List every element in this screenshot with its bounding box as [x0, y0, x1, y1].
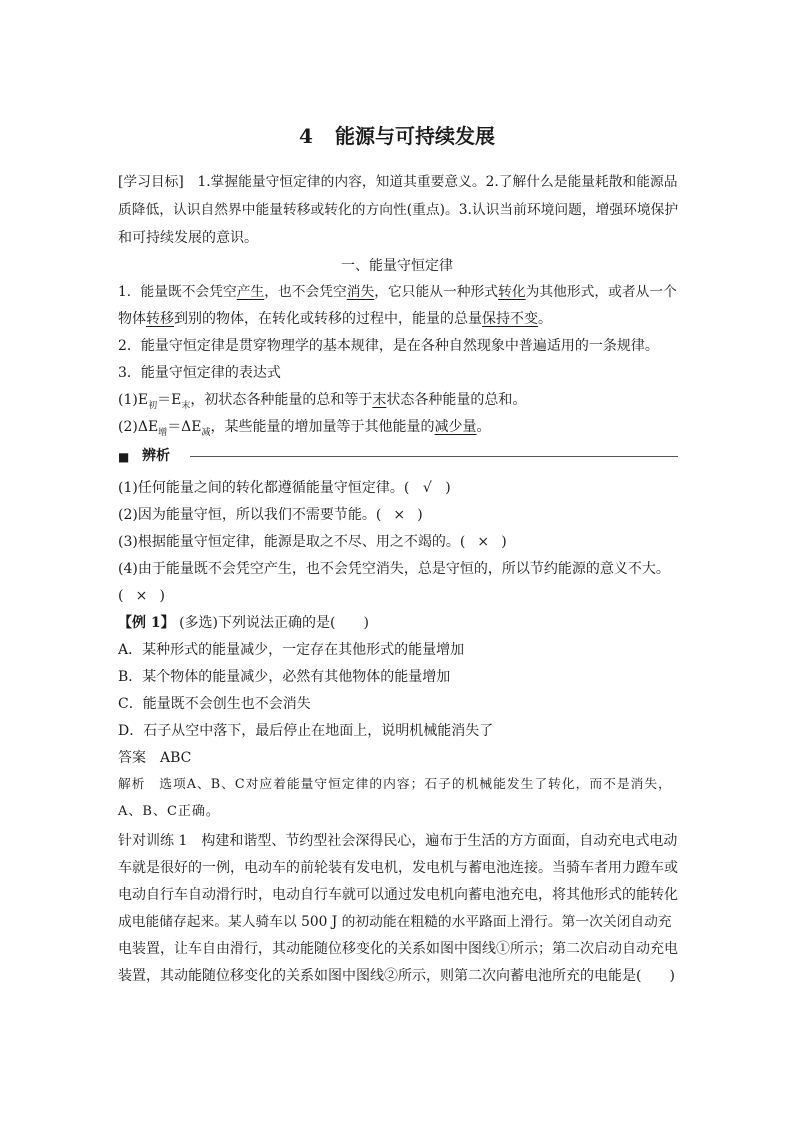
paren: (	[118, 588, 124, 604]
text-run: ＝ΔE	[167, 419, 202, 435]
explanation-line-2: A、B、C正确。	[118, 804, 220, 819]
key-term: 减少量	[434, 419, 477, 435]
text-run: 。	[538, 311, 552, 327]
analysis-item-4-mark	[118, 586, 678, 606]
key-term: 转移	[146, 311, 174, 327]
subscript: 增	[158, 427, 168, 438]
law-line-2	[118, 309, 678, 329]
training-line-3: 电动自行车自动滑行时，电动自行车就可以通过发电机向蓄电池充电，将其他形式的能转化	[118, 887, 678, 903]
key-term: 消失	[346, 284, 375, 300]
analysis-label: 辨析	[142, 448, 170, 464]
text-run: 物体	[118, 311, 146, 327]
training-line-2: 车就是很好的一例，电动车的前轮装有发电机，发电机与蓄电池连接。当骑车者用力蹬车或	[118, 860, 678, 876]
text-run: (1)E	[118, 392, 149, 408]
cross-icon: ×	[135, 588, 148, 604]
paren: )	[501, 534, 507, 550]
section-heading: 一、能量守恒定律	[341, 258, 453, 274]
subscript: 减	[201, 427, 211, 438]
bullet-icon: ■	[118, 450, 130, 464]
divider	[190, 456, 678, 457]
text-run: ，也不会凭空	[264, 284, 347, 300]
explanation-line-1: 解析 选项A、B、C对应着能量守恒定律的内容；石子的机械能发生了转化，而不是消失，	[118, 777, 672, 792]
text-run: ＝E	[157, 392, 182, 408]
objectives-line-2: 质降低，认识自然界中能量转移或转化的方向性(重点)。3.认识当前环境问题，增强环境保护	[118, 202, 679, 218]
paren: )	[445, 480, 451, 496]
text-run: 为其他形式，或者从一个	[525, 284, 677, 300]
text-run: ，初状态各种能量的总和等于	[190, 392, 373, 408]
formula-1	[118, 390, 678, 416]
text-run: ，它只能从一种形式	[374, 284, 499, 300]
text-run: 1．能量既不会凭空	[118, 284, 237, 300]
statement: (1)任何能量之间的转化都遵循能量守恒定律。(	[118, 480, 410, 496]
example-label: 【例 1】	[118, 615, 175, 631]
example-1-stem	[118, 613, 678, 633]
lesson-title: 能源与可持续发展	[334, 124, 495, 148]
training-line-1: 针对训练 1 构建和谐型、节约型社会深得民心，遍布于生活的方方面面，自动充电式电动	[118, 833, 678, 849]
analysis-item-4: (4)由于能量既不会凭空产生，也不会凭空消失，总是守恒的，所以节约能源的意义不大。	[118, 561, 670, 577]
subscript: 末	[181, 400, 191, 411]
analysis-item-2	[118, 505, 678, 525]
objectives-line-3: 和可持续发展的意识。	[118, 230, 258, 246]
key-term: 保持不变	[482, 311, 538, 327]
key-term: 末	[372, 392, 387, 408]
subscript: 初	[148, 400, 158, 411]
text-run: 状态各种能量的总和。	[386, 392, 527, 408]
check-icon: √	[422, 480, 432, 496]
objectives-line-1: [学习目标] 1.掌握能量守恒定律的内容，知道其重要意义。2.了解什么是能量耗散和能源品	[118, 174, 678, 190]
training-line-6: 装置，其动能随位移变化的关系如图中图线②所示，则第二次向蓄电池所充的电能是( )	[118, 968, 675, 984]
option-c: C．能量既不会创生也不会消失	[118, 696, 311, 712]
key-term: 转化	[498, 284, 526, 300]
text-run: (2)ΔE	[118, 419, 159, 435]
paren: )	[417, 507, 423, 523]
law-line-3: 2．能量守恒定律是贯穿物理学的基本规律，是在各种自然现象中普遍适用的一条规律。	[118, 338, 659, 354]
law-line-1	[118, 282, 678, 302]
cross-icon: ×	[477, 534, 490, 550]
paren: )	[159, 588, 165, 604]
lesson-number: 4	[299, 124, 313, 148]
option-b: B．某个物体的能量减少，必然有其他物体的能量增加	[118, 669, 451, 685]
law-line-4: 3．能量守恒定律的表达式	[118, 365, 281, 381]
statement: (2)因为能量守恒，所以我们不需要节能。(	[118, 507, 382, 523]
analysis-item-1	[118, 478, 678, 498]
analysis-header	[118, 446, 678, 466]
statement: (3)根据能量守恒定律，能源是取之不尽、用之不竭的。(	[118, 534, 466, 550]
training-line-4: 成电能储存起来。某人骑车以 500 J 的初动能在粗糙的水平路面上滑行。第一次关闭自动充	[118, 914, 672, 930]
formula-2	[118, 417, 678, 443]
key-term: 产生	[236, 284, 265, 300]
text-run: 到别的物体，在转化或转移的过程中，能量的总量	[174, 311, 482, 327]
question-stem: (多选)下列说法正确的是( )	[179, 615, 369, 631]
text-run: ，某些能量的增加量等于其他能量的	[210, 419, 435, 435]
page-title	[0, 123, 794, 149]
cross-icon: ×	[393, 507, 406, 523]
answer: 答案 ABC	[118, 750, 192, 766]
analysis-item-3	[118, 532, 678, 552]
option-a: A．某种形式的能量减少，一定存在其他形式的能量增加	[118, 642, 465, 658]
training-line-5: 电装置，让车自由滑行，其动能随位移变化的关系如图中图线①所示；第二次启动自动充电	[118, 941, 678, 957]
text-run: 。	[476, 419, 491, 435]
option-d: D．石子从空中落下，最后停止在地面上，说明机械能消失了	[118, 723, 494, 739]
